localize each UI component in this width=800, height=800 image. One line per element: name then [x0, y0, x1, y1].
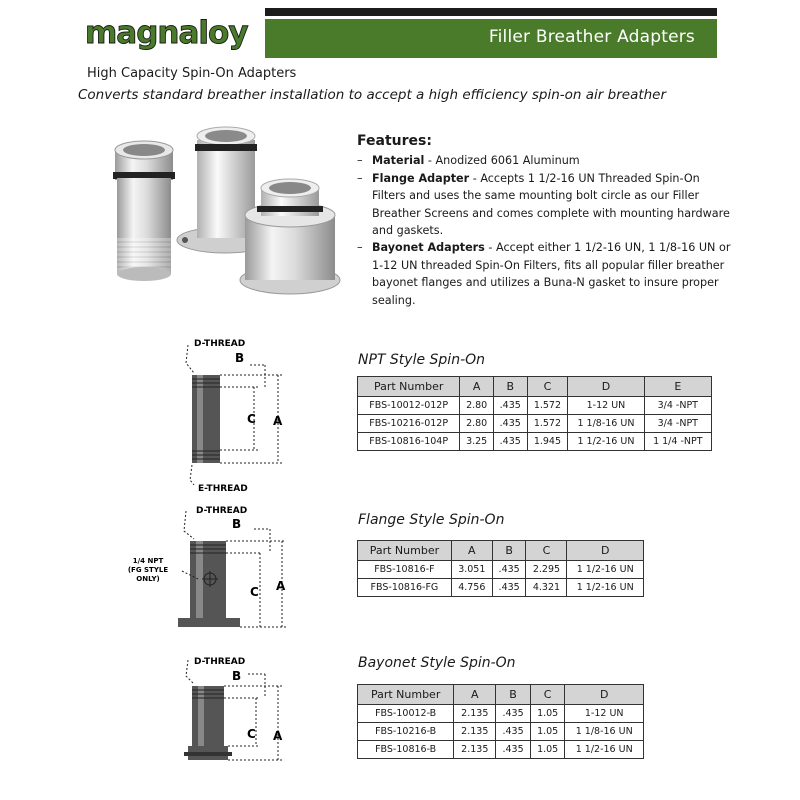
table-cell: 2.80: [460, 415, 494, 433]
dim-b-label: B: [232, 517, 242, 531]
feature-item-bayonet-adapters: [357, 239, 732, 309]
table-cell: .435: [493, 397, 527, 415]
feature-text: - Accepts 1 1/2-16 UN Threaded Spin-On Filters and uses the same mounting bolt circle as our Filler Breather Screens and comes complete with mounting hardware and gaskets.: [372, 171, 730, 238]
tagline: Converts standard breather installation to accept a high efficiency spin-on air breather: [78, 87, 667, 103]
dim-a-label: A: [273, 729, 283, 743]
d-thread-label: D-THREAD: [194, 339, 246, 349]
column-header: B: [493, 377, 527, 397]
logo-text: magnaloy: [85, 15, 248, 51]
dim-c-label: C: [247, 727, 256, 741]
feature-text: - Accept either 1 1/2-16 UN, 1 1/8-16 UN or 1-12 UN threaded Spin-On Filters, fits all popular filler breather bayonet flanges and utilizes a Buna-N gasket to insure proper sealing.: [372, 241, 731, 307]
table-cell: 1 1/2-16 UN: [567, 561, 644, 579]
table-cell: 3/4 -NPT: [644, 397, 711, 415]
table-row: [358, 705, 644, 723]
feature-text: - Anodized 6061 Aluminum: [424, 154, 580, 168]
table-cell: 1 1/8-16 UN: [568, 415, 644, 433]
flange-dimension-diagram: [120, 503, 300, 643]
column-header: Part Number: [358, 377, 460, 397]
column-header: C: [527, 377, 568, 397]
features-list: [357, 133, 732, 309]
flange-section-title: Flange Style Spin-On: [358, 512, 505, 528]
table-cell: FBS-10816-B: [358, 741, 454, 759]
feature-item-flange-adapter: [357, 170, 732, 240]
dim-b-label: B: [232, 669, 242, 683]
dim-c-label: C: [247, 412, 256, 426]
table-cell: 1 1/8-16 UN: [565, 723, 644, 741]
npt-note-line1: 1/4 NPT: [132, 557, 164, 565]
dim-c-label: C: [250, 585, 259, 599]
table-cell: 1.572: [527, 415, 568, 433]
table-cell: 1.05: [530, 723, 565, 741]
table-cell: FBS-10012-012P: [358, 397, 460, 415]
column-header: D: [568, 377, 644, 397]
table-cell: 1 1/2-16 UN: [567, 579, 644, 597]
table-cell: .435: [496, 723, 531, 741]
npt-note-line3: ONLY): [136, 575, 160, 583]
e-thread-label: E-THREAD: [198, 484, 248, 494]
dim-a-label: A: [273, 414, 283, 428]
table-cell: 1 1/4 -NPT: [644, 433, 711, 451]
column-header: A: [454, 685, 496, 705]
table-cell: 1 1/2-16 UN: [568, 433, 644, 451]
table-cell: 1.945: [527, 433, 568, 451]
column-header: A: [460, 377, 494, 397]
table-row: [358, 741, 644, 759]
table-cell: FBS-10216-012P: [358, 415, 460, 433]
table-cell: FBS-10816-104P: [358, 433, 460, 451]
table-cell: 1 1/2-16 UN: [565, 741, 644, 759]
bayonet-section-title: Bayonet Style Spin-On: [358, 655, 516, 671]
table-cell: .435: [496, 741, 531, 759]
table-cell: .435: [492, 579, 526, 597]
column-header: B: [492, 541, 526, 561]
table-row: [358, 723, 644, 741]
column-header: Part Number: [358, 541, 452, 561]
table-cell: 2.80: [460, 397, 494, 415]
header-rule: [265, 8, 717, 16]
table-cell: 2.295: [526, 561, 567, 579]
column-header: C: [530, 685, 565, 705]
column-header: D: [567, 541, 644, 561]
column-header: Part Number: [358, 685, 454, 705]
table-cell: .435: [493, 415, 527, 433]
table-cell: 1.572: [527, 397, 568, 415]
dim-b-label: B: [235, 351, 245, 365]
table-cell: 4.756: [451, 579, 492, 597]
bullet-dash: –: [357, 171, 363, 185]
table-cell: 3.051: [451, 561, 492, 579]
table-row: [358, 397, 712, 415]
flange-spec-table: [357, 540, 644, 597]
table-cell: 1.05: [530, 741, 565, 759]
dim-a-label: A: [276, 579, 286, 593]
feature-label: Flange Adapter: [372, 171, 470, 185]
table-cell: 1-12 UN: [568, 397, 644, 415]
feature-label: Material: [372, 154, 425, 168]
table-cell: 2.135: [454, 741, 496, 759]
table-row: [358, 579, 644, 597]
column-header: E: [644, 377, 711, 397]
feature-label: Bayonet Adapters: [372, 241, 485, 255]
bayonet-dimension-diagram: [150, 652, 300, 792]
table-cell: .435: [496, 705, 531, 723]
table-cell: FBS-10216-B: [358, 723, 454, 741]
bullet-dash: –: [357, 241, 363, 255]
title-banner: [265, 19, 717, 58]
table-row: [358, 433, 712, 451]
table-cell: 1-12 UN: [565, 705, 644, 723]
table-cell: 1.05: [530, 705, 565, 723]
subtitle: High Capacity Spin-On Adapters: [87, 66, 297, 81]
table-cell: 3.25: [460, 433, 494, 451]
table-cell: FBS-10816-FG: [358, 579, 452, 597]
npt-section-title: NPT Style Spin-On: [358, 352, 486, 368]
table-cell: FBS-10816-F: [358, 561, 452, 579]
table-cell: FBS-10012-B: [358, 705, 454, 723]
bayonet-spec-table: [357, 684, 644, 759]
npt-note-line2: (FG STYLE: [127, 566, 169, 574]
table-cell: 2.135: [454, 705, 496, 723]
bullet-dash: –: [357, 154, 363, 168]
column-header: B: [496, 685, 531, 705]
table-cell: .435: [492, 561, 526, 579]
table-row: [358, 415, 712, 433]
page-title: Filler Breather Adapters: [488, 27, 695, 47]
features-heading: Features:: [357, 133, 432, 149]
d-thread-label: D-THREAD: [196, 506, 248, 516]
table-row: [358, 561, 644, 579]
column-header: D: [565, 685, 644, 705]
column-header: A: [451, 541, 492, 561]
d-thread-label: D-THREAD: [194, 657, 246, 667]
table-cell: 4.321: [526, 579, 567, 597]
table-cell: 3/4 -NPT: [644, 415, 711, 433]
product-photo: [105, 120, 345, 310]
npt-dimension-diagram: [150, 335, 300, 495]
magnaloy-logo: [83, 12, 261, 52]
column-header: C: [526, 541, 567, 561]
table-cell: 2.135: [454, 723, 496, 741]
table-cell: .435: [493, 433, 527, 451]
feature-item-material: [357, 152, 732, 169]
npt-spec-table: [357, 376, 712, 451]
